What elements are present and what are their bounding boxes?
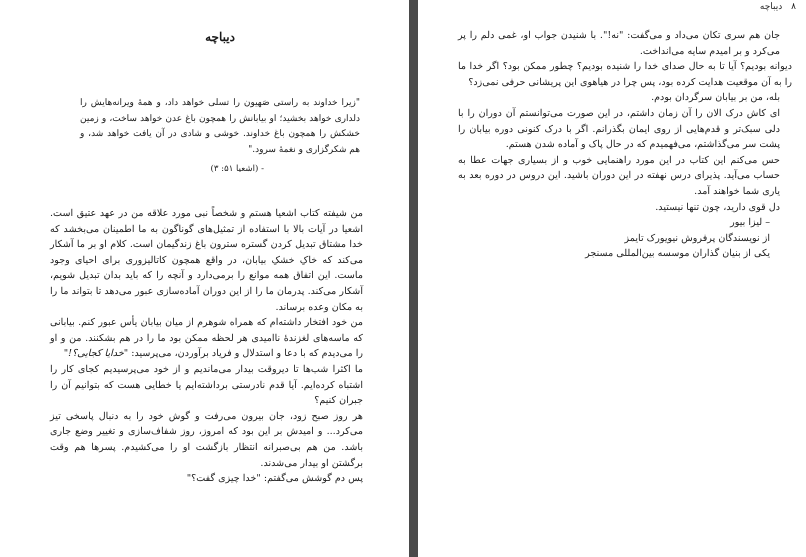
paragraph-text: من خود افتخار داشته‌ام که همراه شوهرم از میان بیابان یأس عبور کنم. بیابانی که ماسه‌های لغزندهٔ ناامیدی هر لحظه ممکن بود ما را در هم بشکنند. من و او را می‌دیدم که با دعا و استدلال و فریاد برآوردن، می‌پرسید: <box>50 317 363 360</box>
paragraph: دل قوی دارید، چون تنها نیستید. <box>655 201 780 213</box>
paragraph: بله، من بر بیابان سرگردان بودم. <box>651 92 780 104</box>
right-body <box>458 28 792 262</box>
running-head-title: دیباچه <box>759 2 783 12</box>
epigraph-text: "زیرا خداوند به راستی صَهیون را تسلی خواهد داد، و همهٔ ویرانه‌هایش را دلداری خواهد بخشید؛ او بیابانش را همچون باغ عدن خواهد ساخت، و زمین خشکش را همچون باغ خداوند. خوشی و شادی در آن یافت خواهد شد، و هم شکرگزاری و نغمهٔ سرود." <box>80 98 360 155</box>
running-header <box>760 2 796 12</box>
paragraph: من شیفته کتاب اشعیا هستم و شخصاً نبی مورد علاقه من در عهد عتیق است. اشعیا در آیات بالا با استفاده از تمثیل‌های گوناگون به ما اطمینان می‌بخشد که خدا مشتاق تبدیل کردن گستره سترون باغ زندگیمان است. کلام او بر ما آشکار می‌کند که خاکِ خشکِ بیابان، در واقع همچون کاتالیزوری برای احیای وجود ماست. این اتفاق همه موانع را برمی‌دارد و آنچه را که باید بدان تبدیل شویم، آشکار می‌کند. پدرمان ما را از این دوران آماده‌سازی عبور می‌دهد تا بتواند ما را به مکان وعده برساند. <box>50 208 363 313</box>
paragraph: حس می‌کنم این کتاب در این مورد راهنمایی خوب و از بسیاری جهات عطا به حساب می‌آید. پذیرای درس نهفته در این دوران باشید. این دروس در دوره بعد به یاری شما خواهند آمد. <box>458 154 780 197</box>
signature-line: از نویسندگان پرفروش نیویورک تایمز <box>624 232 770 244</box>
paragraph: هر روز صبح زود، جان بیرون می‌رفت و گوش خود را به دنبال پاسخی تیز می‌کرد... و امیدش بر این بود که امروز، روز شفاف‌سازی و تغییر وضع جاری باشد. من هم بی‌صبرانه انتظار بازگشت او را می‌کشیدم. پسرها هم وقت برگشتن او بیدار می‌شدند. <box>50 410 363 469</box>
paragraph: جان هم سری تکان می‌داد و می‌گفت: "نه!". با شنیدن جواب او، غمی دلم را پر می‌کرد و بر امیدم سایه می‌انداخت. <box>458 30 780 57</box>
italic-quote: "خدایا کجایی؟!" <box>63 348 129 360</box>
paragraph <box>50 315 375 362</box>
signature-name: – لیزا بیور <box>730 217 770 229</box>
epigraph <box>80 96 360 178</box>
paragraph: دیوانه بودیم؟ آیا تا به حال صدای خدا را شنیده بودیم؟ چطور ممکن بود؟ اگر خدا ما را به آن موقعیت هدایت کرده بود، پس چرا در هیاهوی این پریشانی حرفی نمی‌زد؟ <box>458 61 792 88</box>
book-spine <box>409 0 418 557</box>
quote: "خدا چیزی گفت؟" <box>186 473 261 485</box>
paragraph: ای کاش درک الان را آن زمان داشتم، در این صورت می‌توانستم آن دوران را با دلی سبک‌تر و قدم‌هایی از روی ایمان بگذرانم. اگر با درک کنونی دوره بیابان را پشت سر می‌گذاشتم، می‌فهمیدم که در حال پاک و آماده شدن هستم. <box>458 107 780 151</box>
chapter-title: دیباچه <box>205 30 235 44</box>
epigraph-reference: - (اشعیا ۵۱: ۳) <box>210 164 264 175</box>
right-page <box>418 0 806 557</box>
paragraph-text: پس دم گوشش می‌گفتم: <box>260 473 363 485</box>
page-number: ۸ <box>791 2 796 12</box>
signature-line: یکی از بنیان گذاران موسسه بین‌المللی مسنجر <box>585 248 770 260</box>
paragraph: ما اکثرا شب‌ها تا دیروقت بیدار می‌ماندیم و از خود می‌پرسیدیم کجای کار را اشتباه کرده‌ایم. آیا قدم نادرستی برداشته‌ایم یا خطایی هست که بتوانیم آن را جبران کنیم؟ <box>50 363 363 407</box>
paragraph <box>50 471 375 487</box>
left-body <box>50 206 375 487</box>
